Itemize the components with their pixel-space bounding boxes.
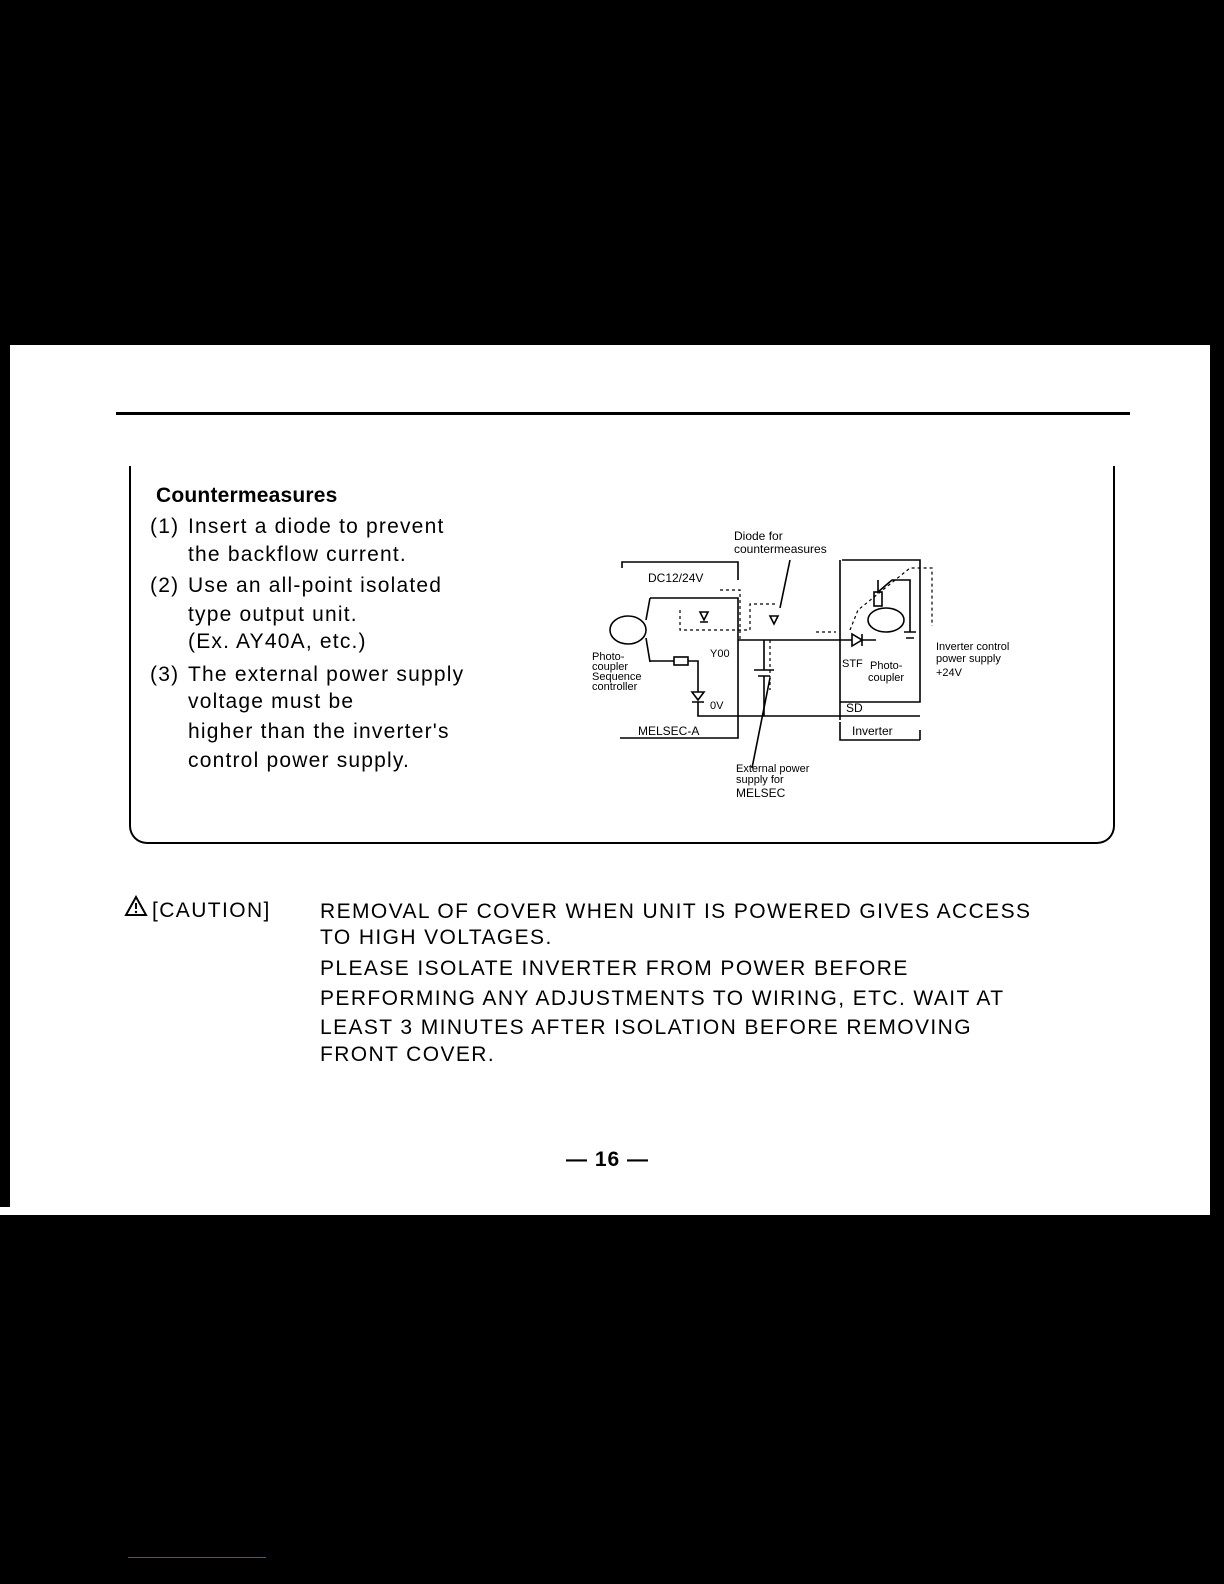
sd-label: SD bbox=[846, 701, 863, 715]
countermeasure-item-2 bbox=[150, 571, 442, 600]
caution-line: PERFORMING ANY ADJUSTMENTS TO WIRING, ETC. WAIT AT bbox=[320, 987, 1005, 1010]
item-text: type output unit. bbox=[188, 603, 358, 626]
caution-line: REMOVAL OF COVER WHEN UNIT IS POWERED GIVES ACCESS bbox=[320, 900, 1032, 923]
page-number: — 16 — bbox=[566, 1148, 650, 1171]
inv-control-label-1: Inverter control bbox=[936, 641, 1010, 653]
diode-label-line2: countermeasures bbox=[734, 542, 827, 556]
dc-label: DC12/24V bbox=[648, 571, 704, 585]
warning-triangle-icon bbox=[124, 895, 152, 923]
item-text: control power supply. bbox=[188, 749, 411, 772]
caution-label: [CAUTION] bbox=[152, 899, 271, 922]
caution-line: LEAST 3 MINUTES AFTER ISOLATION BEFORE REMOVING bbox=[320, 1016, 972, 1039]
item-text: The external power supply bbox=[188, 663, 465, 686]
item-text: (Ex. AY40A, etc.) bbox=[188, 630, 367, 653]
photocoupler-left-label-4: controller bbox=[592, 681, 638, 693]
inv-control-label-3: +24V bbox=[936, 667, 962, 679]
inverter-label: Inverter bbox=[852, 724, 893, 738]
scan-right-edge bbox=[1210, 345, 1224, 1215]
item-text: Insert a diode to prevent bbox=[188, 515, 445, 538]
caution-line: FRONT COVER. bbox=[320, 1043, 496, 1066]
top-rule bbox=[116, 412, 1130, 415]
photocoupler-left-label-2: coupler bbox=[592, 661, 629, 673]
photocoupler-right-label-1: Photo- bbox=[870, 660, 903, 672]
blue-underline-artifact bbox=[128, 1557, 266, 1558]
photocoupler-left-icon bbox=[610, 616, 646, 644]
caution-line: PLEASE ISOLATE INVERTER FROM POWER BEFORE bbox=[320, 957, 909, 980]
countermeasure-item-3 bbox=[150, 660, 464, 689]
photocoupler-right-icon bbox=[868, 608, 904, 632]
circuit-diagram bbox=[580, 520, 1070, 820]
melsec-a-label: MELSEC-A bbox=[638, 724, 700, 738]
item-number: (3) bbox=[150, 663, 180, 686]
photocoupler-left-label-3: Sequence bbox=[592, 671, 642, 683]
ext-power-label-1: External power bbox=[736, 763, 810, 775]
scan-left-edge bbox=[0, 345, 10, 1207]
ov-label: 0V bbox=[710, 700, 724, 712]
item-text: the backflow current. bbox=[188, 543, 407, 566]
item-text: higher than the inverter's bbox=[188, 720, 450, 743]
item-number: (1) bbox=[150, 515, 180, 538]
stf-label: STF bbox=[842, 658, 863, 670]
inv-control-label-2: power supply bbox=[936, 653, 1001, 665]
caution-line: TO HIGH VOLTAGES. bbox=[320, 926, 553, 949]
item-text: Use an all-point isolated bbox=[188, 574, 443, 597]
countermeasure-item-1 bbox=[150, 512, 444, 541]
ext-power-label-3: MELSEC bbox=[736, 786, 786, 800]
photocoupler-right-label-2: coupler bbox=[868, 672, 905, 684]
countermeasures-title: Countermeasures bbox=[156, 484, 338, 507]
diode-label-line1: Diode for bbox=[734, 529, 783, 543]
item-text: voltage must be bbox=[188, 690, 355, 713]
item-number: (2) bbox=[150, 574, 180, 597]
y00-label: Y00 bbox=[710, 648, 730, 660]
photocoupler-left-label-1: Photo- bbox=[592, 651, 625, 663]
ext-power-label-2: supply for bbox=[736, 774, 784, 786]
caution-heading bbox=[124, 895, 271, 923]
